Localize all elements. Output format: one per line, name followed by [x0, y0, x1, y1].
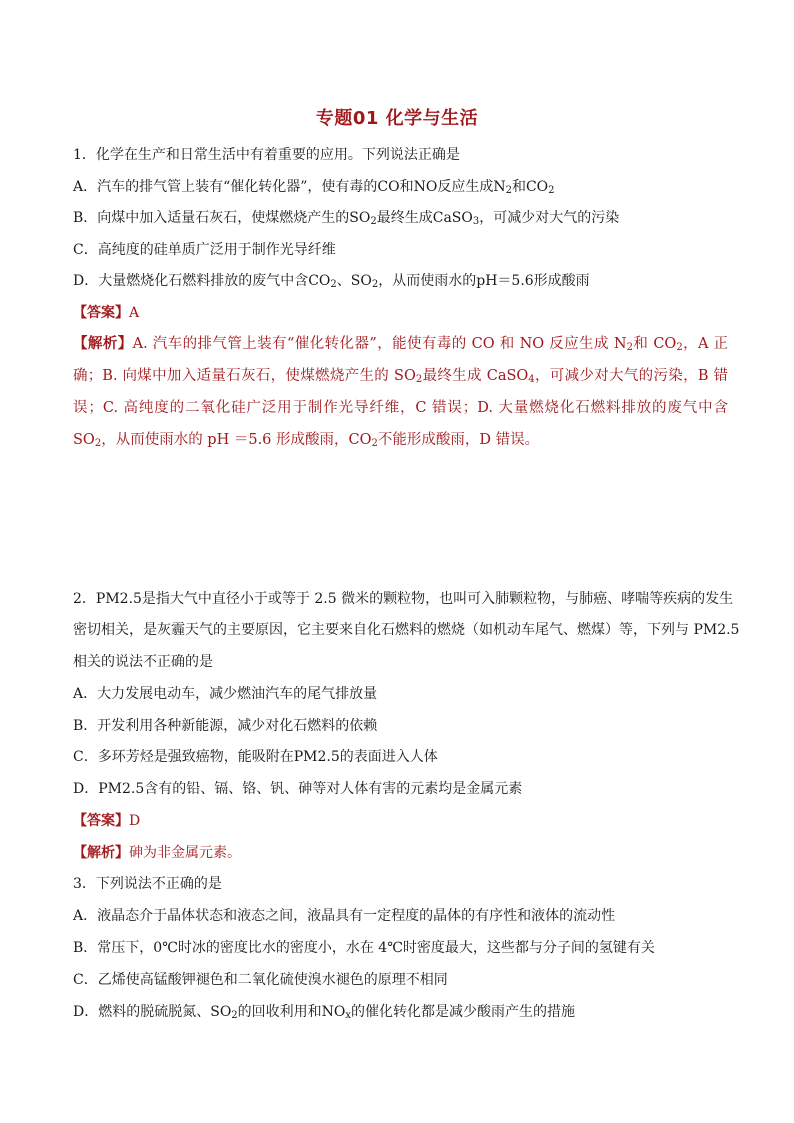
question-2-explanation: 【解析】砷为非金属元素。 [73, 845, 241, 861]
question-1-option-a: A．汽车的排气管上装有“催化转化器”，使有毒的CO和NO反应生成$N_2$和$CO_2$ [73, 179, 555, 196]
question-1-answer: 【答案】A [73, 305, 140, 321]
question-3-option-d: D．燃料的脱硫脱氮、$SO_2$的回收利用和$NO_x$的催化转化都是减少酸雨产生的措施 [73, 1004, 576, 1021]
question-2-option-a: A．大力发展电动车，减少燃油汽车的尾气排放量 [73, 686, 378, 702]
question-2-option-d: D．PM2.5含有的铅、镉、铬、钒、砷等对人体有害的元素均是金属元素 [73, 781, 523, 797]
question-1-option-b: B．向煤中加入适量石灰石，使煤燃烧产生的$SO_2$最终生成CaSO$_3$，可减少对大气的污染 [73, 210, 620, 227]
page-title: 专题01 化学与生活 [315, 108, 479, 129]
question-2-answer: 【答案】D [73, 813, 141, 829]
question-2-stem-line-3: 相关的说法不正确的是 [73, 654, 213, 670]
question-1-explanation: 【解析】A. 汽车的排气管上装有“催化转化器”，能使有毒的 CO 和 NO 反应生成 $N_2$和 $CO_2$，A 正确；B. 向煤中加入适量石灰石，使煤燃烧产生的 $SO_2$最终生成 CaSO$_4$，可减少对大气的污染，B 错误；C. 高纯度的二氧化硅广泛用于制作光导纤维，C 错误；D. 大量燃烧化石燃料排放的废气中含 $SO_2$，从而使雨水的 pH ＝5.6 形成酸雨，$CO_2$不能形成酸雨，D 错误。 [73, 336, 729, 449]
question-1-stem: 1．化学在生产和日常生活中有着重要的应用。下列说法正确是 [73, 147, 460, 163]
question-3-option-b: B．常压下，0℃时冰的密度比水的密度小，水在 4℃时密度最大，这些都与分子间的氢键有关 [73, 940, 655, 956]
question-2-stem-line-2: 密切相关，是灰霾天气的主要原因，它主要来自化石燃料的燃烧（如机动车尾气、燃煤）等，下列与 PM2.5 [73, 622, 740, 638]
question-3-option-a: A．液晶态介于晶体状态和液态之间，液晶具有一定程度的晶体的有序性和液体的流动性 [73, 908, 616, 924]
question-3-stem: 3．下列说法不正确的是 [73, 876, 222, 892]
question-3-option-c: C．乙烯使高锰酸钾褪色和二氧化硫使溴水褪色的原理不相同 [73, 972, 448, 988]
question-2-stem-line-1: 2．PM2.5是指大气中直径小于或等于 2.5 微米的颗粒物，也叫可入肺颗粒物，与肺癌、哮喘等疾病的发生 [73, 591, 734, 607]
question-2-option-b: B．开发利用各种新能源，减少对化石燃料的依赖 [73, 718, 378, 734]
question-1-option-c: C．高纯度的硅单质广泛用于制作光导纤维 [73, 242, 336, 258]
question-1-option-d: D．大量燃烧化石燃料排放的废气中含$CO_2$、$SO_2$，从而使雨水的pH＝5.6形成酸雨 [73, 273, 590, 290]
question-2-option-c: C．多环芳烃是强致癌物，能吸附在PM2.5的表面进入人体 [73, 749, 438, 765]
